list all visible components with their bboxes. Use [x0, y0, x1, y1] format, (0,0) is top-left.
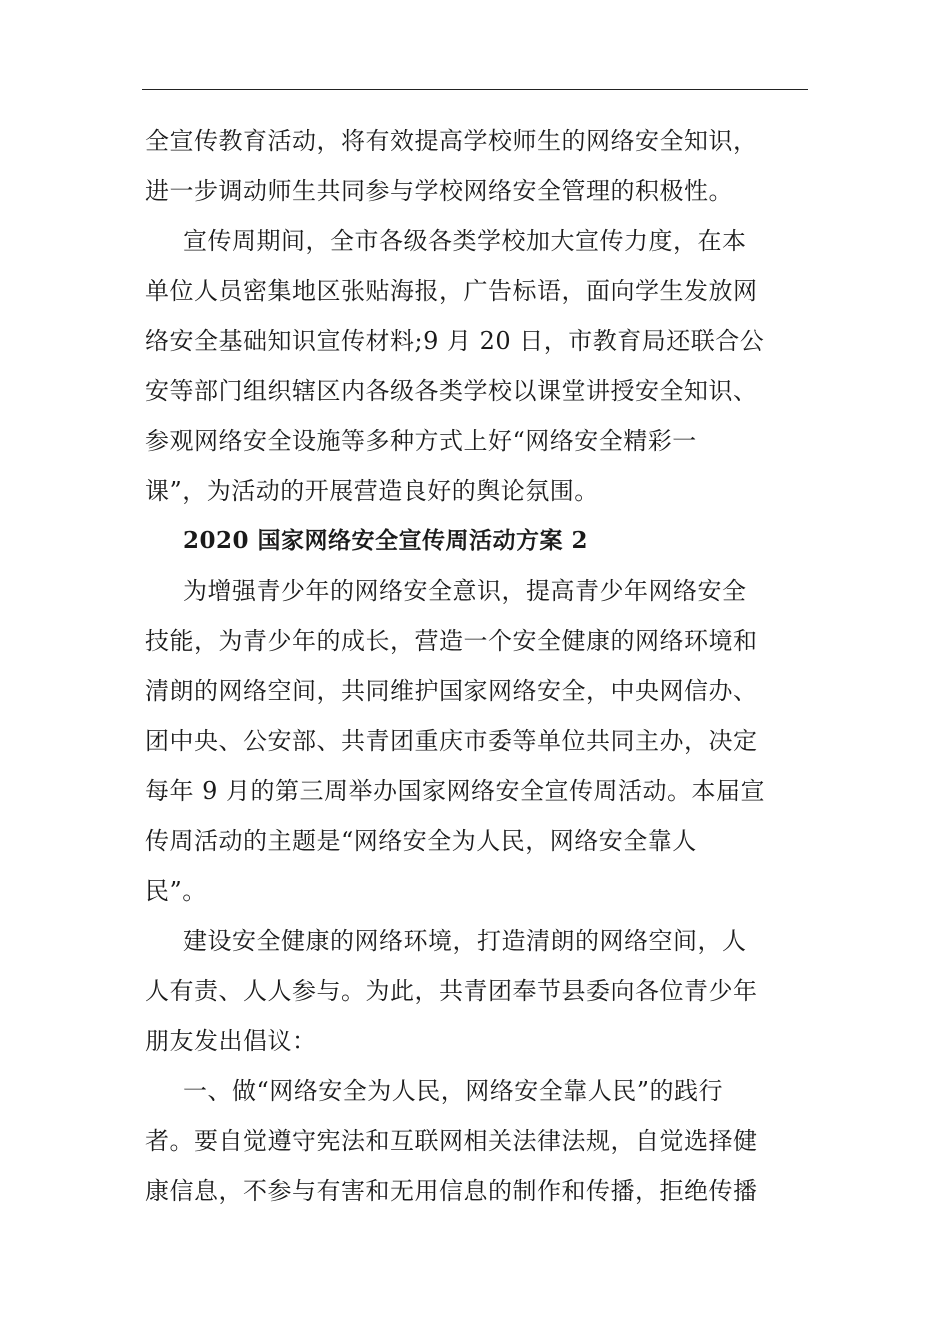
text-line: 进一步调动师生共同参与学校网络安全管理的积极性。: [145, 177, 733, 205]
text-line: 者。要自觉遵守宪法和互联网相关法律法规，自觉选择健: [145, 1127, 758, 1155]
text-line: 传周活动的主题是“网络安全为人民，网络安全靠人: [145, 827, 697, 855]
text-line: 安等部门组织辖区内各级各类学校以课堂讲授安全知识、: [145, 377, 758, 405]
paragraph-start: 建设安全健康的网络环境，打造清朗的网络空间，人: [183, 927, 747, 955]
text-line: 技能，为青少年的成长，营造一个安全健康的网络环境和: [145, 627, 758, 655]
text-line: 康信息，不参与有害和无用信息的制作和传播，拒绝传播: [145, 1177, 758, 1205]
text-line: 每年 9 月的第三周举办国家网络安全宣传周活动。本届宣: [145, 777, 766, 805]
paragraph-start: 宣传周期间，全市各级各类学校加大宣传力度，在本: [183, 227, 747, 255]
text-line: 清朗的网络空间，共同维护国家网络安全，中央网信办、: [145, 677, 758, 705]
text-line: 络安全基础知识宣传材料;9 月 20 日，市教育局还联合公: [145, 327, 765, 355]
paragraph-start: 为增强青少年的网络安全意识，提高青少年网络安全: [183, 577, 747, 605]
text-line: 全宣传教育活动，将有效提高学校师生的网络安全知识，: [145, 127, 758, 155]
text-line: 单位人员密集地区张贴海报，广告标语，面向学生发放网: [145, 277, 758, 305]
text-line: 参观网络安全设施等多种方式上好“网络安全精彩一: [145, 427, 697, 455]
section-heading: 2020 国家网络安全宣传周活动方案 2: [183, 527, 589, 554]
document-body: [145, 116, 795, 1216]
paragraph-start: 一、做“网络安全为人民，网络安全靠人民”的践行: [183, 1077, 724, 1105]
text-line: 朋友发出倡议：: [145, 1027, 317, 1055]
text-line: 民”。: [145, 877, 207, 905]
text-line: 团中央、公安部、共青团重庆市委等单位共同主办，决定: [145, 727, 758, 755]
text-line: 人有责、人人参与。为此，共青团奉节县委向各位青少年: [145, 977, 758, 1005]
header-rule: [142, 89, 808, 90]
text-line: 课”，为活动的开展营造良好的舆论氛围。: [145, 477, 599, 505]
